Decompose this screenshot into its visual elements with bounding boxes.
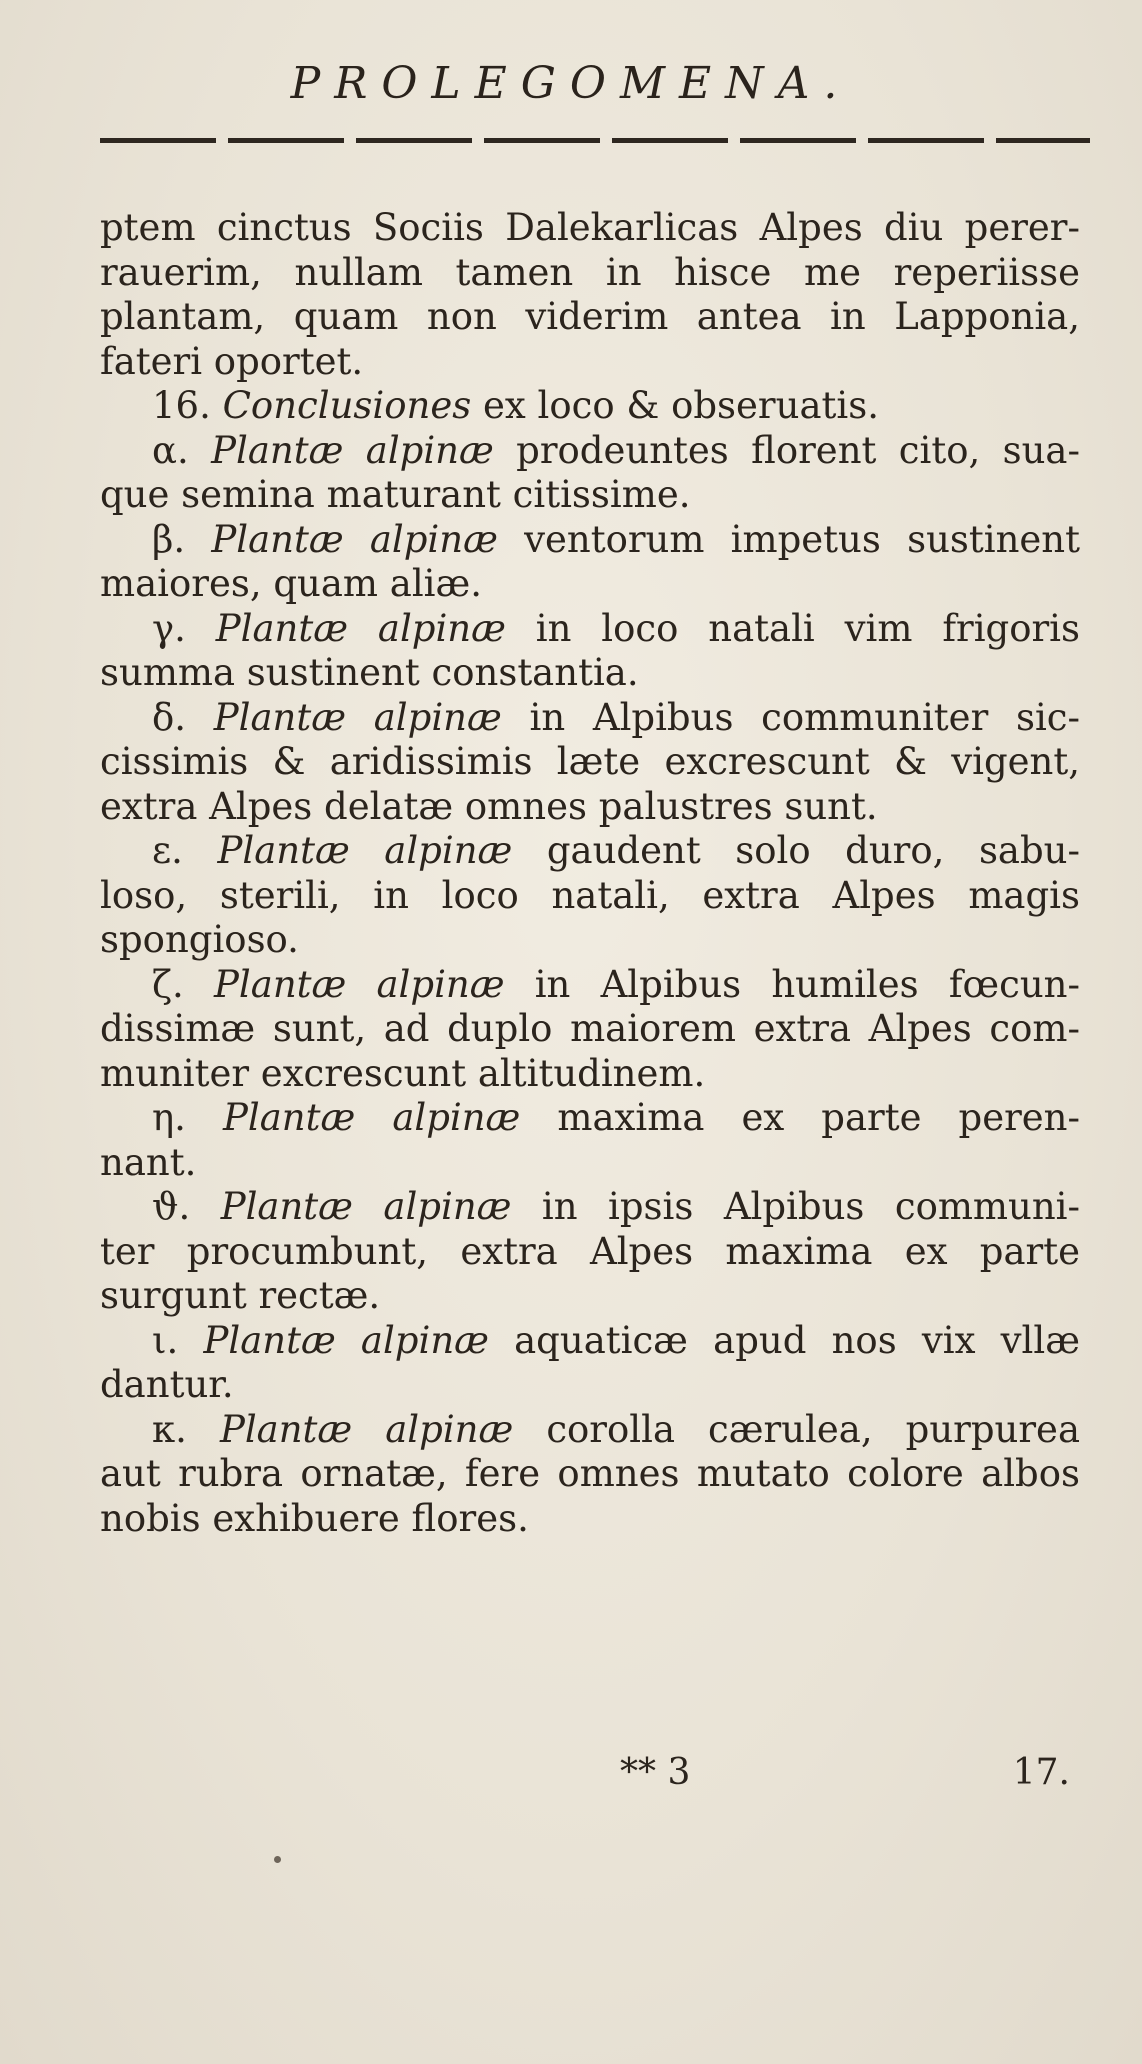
thesis-label: η. bbox=[152, 1096, 186, 1139]
section-title: Conclusiones bbox=[222, 384, 472, 427]
thesis-label: β. bbox=[152, 517, 186, 561]
thesis-text: in ipsis Alpibus communi- bbox=[541, 1185, 1080, 1228]
text-line: dissimæ sunt, ad duplo maiorem extra Alpes com- bbox=[100, 1007, 1080, 1050]
text-line: loso, sterili, in loco natali, extra Alpes magis bbox=[100, 873, 1080, 917]
section-title-rest: ex loco & obseruatis. bbox=[483, 384, 879, 427]
thesis-text: aquaticæ apud nos vix vllæ bbox=[514, 1318, 1080, 1362]
thesis-text: in Alpibus humiles fœcun- bbox=[534, 962, 1080, 1006]
text-line: cissimis & aridissimis læte excrescunt & vigent, bbox=[100, 740, 1080, 783]
text-line: que semina maturant citissime. bbox=[100, 473, 691, 516]
body-text bbox=[100, 206, 1080, 1541]
page-footer bbox=[100, 1752, 1080, 1802]
thesis-subject: Plantæ alpinæ bbox=[215, 606, 506, 650]
running-header: PROLEGOMENA. bbox=[290, 58, 852, 109]
thesis-subject: Plantæ alpinæ bbox=[211, 517, 498, 561]
thesis-eta bbox=[100, 1096, 1080, 1141]
text-line: muniter excrescunt altitudinem. bbox=[100, 1051, 706, 1095]
text-line: aut rubra ornatæ, fere omnes mutato colore albos bbox=[100, 1452, 1080, 1495]
thesis-alpha bbox=[100, 429, 1080, 474]
thesis-subject: Plantæ alpinæ bbox=[219, 1407, 514, 1451]
text-line: maiores, quam aliæ. bbox=[100, 562, 483, 605]
thesis-text: ventorum impetus sustinent bbox=[524, 517, 1080, 561]
header-rule bbox=[100, 138, 1090, 143]
thesis-label: ε. bbox=[152, 829, 183, 872]
text-line: summa sustinent constantia. bbox=[100, 651, 639, 694]
thesis-label: γ. bbox=[152, 606, 186, 650]
thesis-delta bbox=[100, 696, 1080, 741]
text-line: nant. bbox=[100, 1140, 197, 1184]
text-line: spongioso. bbox=[100, 918, 299, 961]
thesis-label: ζ. bbox=[152, 962, 184, 1006]
text-line: extra Alpes delatæ omnes palustres sunt. bbox=[100, 784, 878, 828]
thesis-text: gaudent solo duro, sabu- bbox=[546, 829, 1080, 872]
text-line: nobis exhibuere flores. bbox=[100, 1496, 529, 1540]
thesis-label: κ. bbox=[152, 1407, 187, 1451]
thesis-subject: Plantæ alpinæ bbox=[217, 829, 513, 872]
text-line: ter procumbunt, extra Alpes maxima ex parte bbox=[100, 1229, 1080, 1273]
text-line: rauerim, nullam tamen in hisce me reperiisse bbox=[100, 250, 1080, 294]
thesis-subject: Plantæ alpinæ bbox=[213, 695, 502, 739]
text-line: ptem cinctus Sociis Dalekarlicas Alpes diu perer- bbox=[100, 206, 1080, 249]
thesis-text: corolla cærulea, purpurea bbox=[546, 1407, 1080, 1451]
thesis-text: in loco natali vim frigoris bbox=[535, 606, 1080, 650]
text-line: dantur. bbox=[100, 1363, 234, 1406]
thesis-beta bbox=[100, 518, 1080, 563]
section-heading bbox=[100, 384, 1080, 429]
text-line: fateri oportet. bbox=[100, 339, 364, 383]
thesis-label: ϑ. bbox=[152, 1185, 191, 1228]
thesis-subject: Plantæ alpinæ bbox=[220, 1185, 512, 1228]
thesis-subject: Plantæ alpinæ bbox=[223, 1096, 521, 1139]
thesis-subject: Plantæ alpinæ bbox=[211, 428, 494, 472]
section-number: 16. bbox=[152, 384, 211, 427]
thesis-iota bbox=[100, 1319, 1080, 1364]
thesis-label: δ. bbox=[152, 695, 187, 739]
thesis-text: prodeuntes florent cito, sua- bbox=[516, 428, 1080, 472]
catchword: 17. bbox=[1012, 1752, 1070, 1793]
thesis-text: in Alpibus communiter sic- bbox=[529, 695, 1080, 739]
thesis-zeta bbox=[100, 963, 1080, 1008]
text-line: plantam, quam non viderim antea in Lapponia, bbox=[100, 295, 1080, 338]
signature-mark: ** 3 bbox=[620, 1752, 691, 1793]
thesis-gamma bbox=[100, 607, 1080, 652]
thesis-epsilon bbox=[100, 829, 1080, 874]
thesis-subject: Plantæ alpinæ bbox=[214, 962, 505, 1006]
thesis-text: maxima ex parte peren- bbox=[557, 1096, 1080, 1139]
thesis-label: ι. bbox=[152, 1318, 179, 1362]
thesis-kappa bbox=[100, 1408, 1080, 1453]
text-line: surgunt rectæ. bbox=[100, 1274, 381, 1317]
paper-speck bbox=[274, 1856, 281, 1863]
thesis-label: α. bbox=[152, 428, 189, 472]
thesis-theta bbox=[100, 1185, 1080, 1230]
thesis-subject: Plantæ alpinæ bbox=[203, 1318, 489, 1362]
